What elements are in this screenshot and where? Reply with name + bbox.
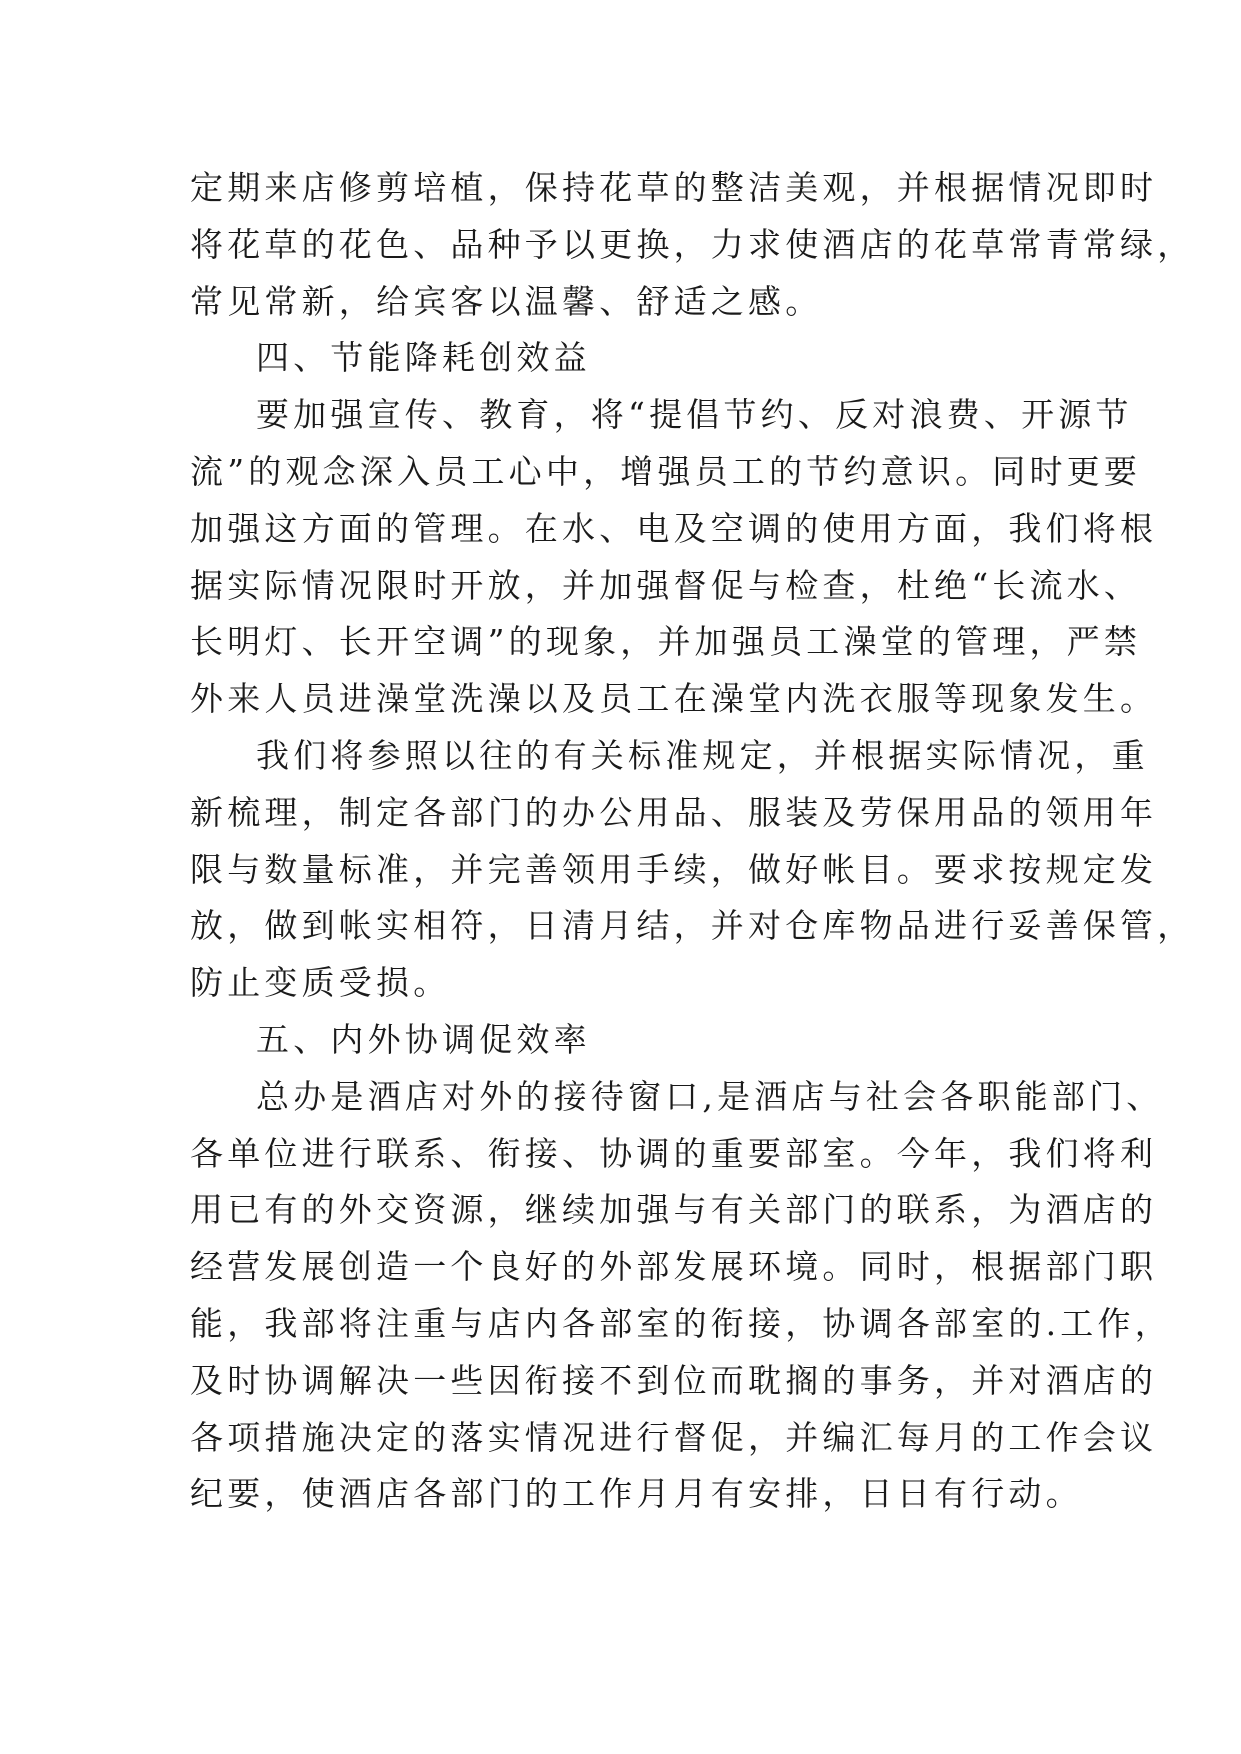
text-line: 加强这方面的管理。在水、电及空调的使用方面，我们将根: [190, 508, 1158, 548]
text-line: 放，做到帐实相符，日清月结，并对仓库物品进行妥善保管，: [190, 906, 1195, 946]
text-line: 能，我部将注重与店内各部室的衔接，协调各部室的.工作，: [190, 1303, 1172, 1343]
text-line: 防止变质受损。: [190, 963, 451, 1003]
text-line: 据实际情况限时开放，并加强督促与检查，杜绝“长流水、: [190, 565, 1142, 605]
text-line: 将花草的花色、品种予以更换，力求使酒店的花草常青常绿，: [190, 224, 1195, 264]
text-line: 外来人员进澡堂洗澡以及员工在澡堂内洗衣服等现象发生。: [190, 679, 1158, 719]
text-line: 各项措施决定的落实情况进行督促，并编汇每月的工作会议: [190, 1417, 1158, 1457]
text-line: 长明灯、长开空调”的现象，并加强员工澡堂的管理，严禁: [190, 622, 1142, 662]
text-line: 各单位进行联系、衔接、协调的重要部室。今年，我们将利: [190, 1133, 1158, 1173]
text-line: 我们将参照以往的有关标准规定，并根据实际情况，重: [256, 735, 1149, 775]
text-line: 经营发展创造一个良好的外部发展环境。同时，根据部门职: [190, 1247, 1158, 1287]
section-heading: 四、节能降耗创效益: [256, 338, 591, 378]
text-line: 定期来店修剪培植，保持花草的整洁美观，并根据情况即时: [190, 168, 1158, 207]
text-line: 新梳理，制定各部门的办公用品、服装及劳保用品的领用年: [190, 792, 1158, 832]
text-line: 及时协调解决一些因衔接不到位而耽搁的事务，并对酒店的: [190, 1360, 1158, 1400]
text-line: 流”的观念深入员工心中，增强员工的节约意识。同时更要: [190, 451, 1142, 491]
text-line: 用已有的外交资源，继续加强与有关部门的联系，为酒店的: [190, 1190, 1158, 1230]
text-line: 要加强宣传、教育，将“提倡节约、反对浪费、开源节: [256, 395, 1133, 435]
text-line: 总办是酒店对外的接待窗口,是酒店与社会各职能部门、: [256, 1076, 1164, 1116]
text-line: 纪要，使酒店各部门的工作月月有安排，日日有行动。: [190, 1474, 1083, 1514]
document-body: [190, 160, 1195, 1523]
text-line: 常见常新，给宾客以温馨、舒适之感。: [190, 281, 823, 321]
section-heading: 五、内外协调促效率: [256, 1019, 591, 1059]
text-line: 限与数量标准，并完善领用手续，做好帐目。要求按规定发: [190, 849, 1158, 889]
